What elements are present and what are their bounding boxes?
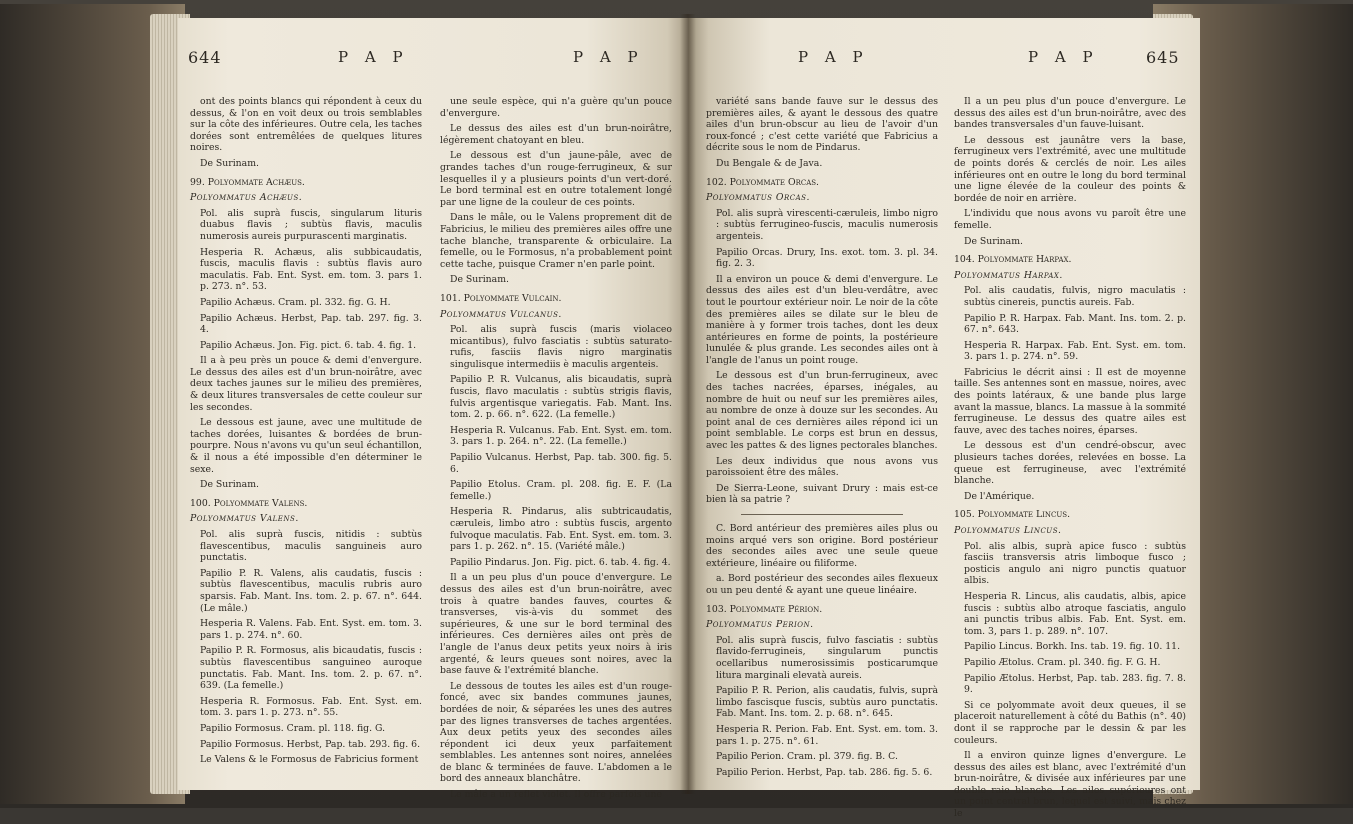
citation-line: Papilio Perion. Cram. pl. 379. fig. B. C.	[716, 751, 898, 763]
body-paragraph: Il a environ quinze lignes d'envergure. Le dessus des ailes est blanc, avec l'extrémité d'un brun-noirâtre, & divisée aux inférieures par une double raie blanche. Les ailes supérieures ont un point central brun, lequel est suivi, mais chez le	[954, 750, 1186, 820]
body-paragraph: Le dessus des ailes est d'un brun-noirâtre, légèrement chatoyant en bleu.	[440, 123, 672, 146]
citation-line: Papilio Pindarus. Jon. Fig. pict. 6. tab. 4. fig. 4.	[450, 556, 671, 568]
body-paragraph: Le dessous est d'un jaune-pâle, avec de grandes taches d'un rouge-ferrugineux, & sur lesquelles il y a plusieurs points d'un vert-doré. Le bord terminal est en outre totalement longé par une ligne de la couleur de ces points.	[440, 150, 672, 208]
body-paragraph: Si ce polyommate avoit deux queues, il se placeroit naturellement à côté du Bathis (n°. 40) dont il se rapproche par le dessin & par les couleurs.	[954, 699, 1186, 746]
citation-line: Pol. alis caudatis, fulvis, nigro maculatis : subtùs cinereis, punctis aureis. Fab.	[964, 285, 1186, 308]
right-column-b	[954, 96, 1186, 824]
citation-line: Papilio Lincus. Borkh. Ins. tab. 19. fig. 10. 11.	[964, 641, 1181, 653]
body-paragraph: De Sierra-Leone, suivant Drury : mais est-ce bien là sa patrie ?	[706, 482, 938, 506]
body-paragraph: Le dessous est d'un cendré-obscur, avec plusieurs taches dorées, relevées en bosse. La queue est ferrugineuse, avec l'extrémité blanche.	[954, 440, 1186, 487]
citation-line: Pol. alis suprà virescenti-cæruleis, limbo nigro : subtùs ferrugineo-fuscis, maculis numerosis argenteis.	[716, 207, 938, 242]
citation-line: Papilio P. R. Formosus, alis bicaudatis, fuscis : subtùs flavescentibus sanguineo auroque punctatis. Fab. Mant. Ins. tom. 2. p. 67. n°. 639. (La femelle.)	[200, 645, 422, 692]
citation-line: De Surinam.	[200, 157, 259, 169]
body-paragraph: Le dessous est jaune, avec une multitude de taches dorées, luisantes & bordées de brun-pourpre. Nous n'avons vu qu'un seul échantillon, & il nous a été impossible d'en déterminer le sexe.	[190, 417, 422, 475]
body-paragraph: Il a à peu près un pouce & demi d'envergure. Le dessus des ailes est d'un brun-noirâtre, avec deux taches jaunes sur le milieu des premières, & deux litures transversales de cette couleur sur les secondes.	[190, 355, 422, 413]
citation-line: Pol. alis suprà fuscis, nitidis : subtùs flavescentibus, maculis sanguineis auro punctatis.	[200, 529, 422, 564]
citation-line: Du Bengale & de Java.	[716, 157, 823, 169]
species-entry-heading: 103. Polyommate Périon.	[706, 603, 823, 615]
citation-line: Hesperia R. Lincus, alis caudatis, albis, apice fuscis : subtùs albo atroque fasciatis, angulo ani punctis tribus albis. Fab. Ent. Syst. em. tom. 3, pars 1. p. 289. n°. 107.	[964, 590, 1186, 637]
citation-line: Papilio Achæus. Jon. Fig. pict. 6. tab. 4. fig. 1.	[200, 339, 417, 351]
citation-line: De Surinam.	[200, 479, 259, 491]
body-paragraph: Le dessous de toutes les ailes est d'un rouge-foncé, avec six bandes communes jaunes, bordées de noir, & séparées les unes des autres par des lignes transverses de taches argentées. Aux deux petits yeux des secondes ailes répondent ici deux yeux parfaitement semblables. Les antennes sont noires, annelées de blanc & terminées de fauve. L'abdomen a le bord des anneaux blanchâtre.	[440, 680, 672, 785]
body-paragraph: Il a environ un pouce & demi d'envergure. Le dessus des ailes est d'un bleu-verdâtre, avec tout le pourtour extérieur noir. Le noir de la côte des premières ailes se dilate sur le bleu de manière à y former trois taches, dont les deux antérieures en forme de points, la postérieure lunulée & plus grande. Les secondes ailes ont à l'angle de l'anus un point rouge.	[706, 273, 938, 366]
body-paragraph: Les deux individus que nous avons vus paroissoient être des mâles.	[706, 455, 938, 479]
right-page	[688, 18, 1200, 820]
citation-line: Papilio Orcas. Drury, Ins. exot. tom. 3. pl. 34. fig. 2. 3.	[716, 246, 938, 270]
page-number-right: 645	[1146, 48, 1180, 67]
citation-line: Papilio Ætolus. Herbst, Pap. tab. 283. fig. 7. 8. 9.	[964, 672, 1186, 696]
body-paragraph: Il a un peu plus d'un pouce d'envergure. Le dessus des ailes est d'un brun-noirâtre, avec des bandes transversales d'un fauve-luisant.	[954, 96, 1186, 131]
body-paragraph: a. Bord postérieur des secondes ailes flexueux ou un peu denté & ayant une queue linéaire.	[706, 573, 938, 596]
citation-line: Papilio Achæus. Herbst, Pap. tab. 297. fig. 3. 4.	[200, 312, 422, 336]
citation-line: Hesperia R. Pindarus, alis subtricaudatis, cæruleis, limbo atro : subtùs fuscis, argento fulvoque maculatis. Fab. Ent. Syst. em. tom. 3. pars 1. p. 262. n°. 15. (Variété mâle.)	[450, 506, 672, 553]
genus-name: Polyommatus Harpax.	[954, 269, 1063, 281]
body-paragraph: Le dessous est d'un brun-ferrugineux, avec des taches nacrées, éparses, inégales, au nombre de huit ou neuf sur les premières ailes, au nombre de onze à douze sur les secondes. Au point anal de ces dernières ailes répond ici un point semblable. Le corps est brun en dessus, avec les pattes & des lignes pectorales blanches.	[706, 370, 938, 452]
body-paragraph: Dans le mâle, ou le Valens proprement dit de Fabricius, le milieu des premières ailes offre une tache blanche, transparente & orbiculaire. La femelle, ou le Formosus, n'a probablement point cette tache, puisque Cramer n'en parle point.	[440, 212, 672, 270]
left-column-a	[190, 96, 422, 770]
citation-line: Papilio Formosus. Cram. pl. 118. fig. G.	[200, 722, 386, 734]
citation-line: Pol. alis suprà fuscis, singularum lituris duabus flavis ; subtùs flavis, maculis numerosis aureis purpurascenti marginatis.	[200, 207, 422, 242]
citation-line: Pol. alis suprà fuscis (maris violaceo micantibus), fulvo fasciatis : subtùs saturato-rufis, fasciis flavis nigro marginatis singulisque intermediis è maculis argenteis.	[450, 324, 672, 370]
citation-line: Papilio Formosus. Herbst, Pap. tab. 293. fig. 6.	[200, 738, 421, 750]
citation-line: De l'Amérique.	[964, 490, 1035, 502]
citation-line: Hesperia R. Vulcanus. Fab. Ent. Syst. em. tom. 3. pars 1. p. 264. n°. 22. (La femelle.)	[450, 424, 672, 448]
species-entry-heading: 105. Polyommate Lincus.	[954, 509, 1071, 521]
citation-line: Papilio Perion. Herbst, Pap. tab. 286. fig. 5. 6.	[716, 766, 933, 778]
left-column-b	[440, 96, 672, 805]
running-head-left: P A P	[338, 48, 409, 66]
species-entry-heading: 102. Polyommate Orcas.	[706, 176, 820, 188]
species-entry-heading: 99. Polyommate Achæus.	[190, 176, 305, 188]
body-paragraph: une seule espèce, qui n'a guère qu'un pouce d'envergure.	[440, 96, 672, 119]
genus-name: Polyommatus Lincus.	[954, 525, 1062, 536]
book-gutter	[680, 14, 696, 794]
citation-line: Pol. alis albis, suprà apice fusco : subtùs fasciis transversis atris limboque fusco ; posticis angulo ani nigro punctis quatuor albis.	[964, 540, 1186, 587]
citation-line: Papilio Achæus. Cram. pl. 332. fig. G. H.	[200, 296, 391, 308]
genus-name: Polyommatus Orcas.	[706, 192, 810, 204]
citation-line: Papilio Etolus. Cram. pl. 208. fig. E. F. (La femelle.)	[450, 479, 672, 502]
species-entry-heading: 100. Polyommate Valens.	[190, 497, 308, 509]
species-entry-heading: 101. Polyommate Vulcain.	[440, 292, 562, 304]
citation-line: Hesperia R. Valens. Fab. Ent. Syst. em. tom. 3. pars 1. p. 274. n°. 60.	[200, 618, 422, 641]
citation-line: Papilio Vulcanus. Herbst, Pap. tab. 300. fig. 5. 6.	[450, 452, 672, 475]
running-head-right-b: P A P	[1028, 48, 1099, 66]
body-paragraph: Le Valens & le Formosus de Fabricius forment	[200, 754, 419, 766]
citation-line: Papilio P. R. Vulcanus, alis bicaudatis, suprà fuscis, flavo maculatis : subtùs strigis flavis, fulvis argentisque variegatis. Fab. Mant. Ins. tom. 2. p. 66. n°. 622. (La femelle.)	[450, 374, 672, 421]
species-entry-heading: 104. Polyommate Harpax.	[954, 254, 1072, 266]
genus-name: Polyommatus Perion.	[706, 619, 814, 631]
citation-line: Hesperia R. Achæus, alis subbicaudatis, fuscis, maculis flavis : subtùs flavis auro maculatis. Fab. Ent. Syst. em. tom. 3. pars 1. p. 273. n°. 53.	[200, 246, 422, 293]
citation-line: Papilio P. R. Harpax. Fab. Mant. Ins. tom. 2. p. 67. n°. 643.	[964, 312, 1186, 336]
body-paragraph: L'individu que nous avons vu paroît être une femelle.	[954, 208, 1186, 231]
body-paragraph: Le dessous est jaunâtre vers la base, ferrugineux vers l'extrémité, avec une multitude de points dorés & cerclés de noir. Les ailes inférieures ont en outre le long du bord terminal une ligne élevée de la couleur des points & bordée de noir en arrière.	[954, 134, 1186, 204]
running-head-right-a: P A P	[798, 48, 869, 66]
genus-name: Polyommatus Vulcanus.	[440, 308, 562, 320]
citation-line: De Surinam.	[450, 274, 509, 286]
right-column-a	[706, 96, 938, 782]
body-paragraph: variété sans bande fauve sur le dessus des premières ailes, & ayant le dessous des quatre ailes d'un brun-obscur au lieu de l'avoir d'un roux-foncé ; c'est cette variété que Fabricius a décrite sous le nom de Pindarus.	[706, 96, 938, 154]
citation-line: Papilio Ætolus. Cram. pl. 340. fig. F. G. H.	[964, 656, 1161, 668]
citation-line: De Surinam.	[964, 235, 1023, 247]
left-page	[178, 18, 688, 801]
citation-line: Hesperia R. Formosus. Fab. Ent. Syst. em. tom. 3. pars 1. p. 273. n°. 55.	[200, 695, 422, 719]
body-paragraph: C. Bord antérieur des premières ailes plus ou moins arqué vers son origine. Bord postérieur des secondes ailes avec une seule queue extérieure, linéaire ou filiforme.	[706, 523, 938, 569]
genus-name: Polyommatus Achæus.	[190, 192, 303, 204]
section-divider	[741, 514, 903, 515]
citation-line: Papilio P. R. Valens, alis caudatis, fuscis : subtùs flavescentibus, maculis rubris auro sparsis. Fab. Mant. Ins. tom. 2. p. 67. n°. 644. (Le mâle.)	[200, 567, 422, 614]
genus-name: Polyommatus Valens.	[190, 513, 299, 525]
page-number-left: 644	[188, 48, 222, 67]
body-paragraph: Le mâle a un reflet violet. Il offre parfois une	[450, 789, 662, 801]
body-paragraph: Fabricius le décrit ainsi : Il est de moyenne taille. Ses antennes sont en massue, noires, avec des points latéraux, & une bande plus large avant la massue, blancs. La massue à la sommité ferrugineuse. Le dessus des quatre ailes est fauve, avec des taches noires, éparses.	[954, 366, 1186, 436]
citation-line: Hesperia R. Harpax. Fab. Ent. Syst. em. tom. 3. pars 1. p. 274. n°. 59.	[964, 339, 1186, 363]
body-paragraph: ont des points blancs qui répondent à ceux du dessus, & l'on en voit deux ou trois semblables sur la côte des inférieures. Outre cela, les taches dorées sont entremêlées de quelques litures noires.	[190, 96, 422, 154]
running-head-left-b: P A P	[573, 48, 644, 66]
citation-line: Papilio P. R. Perion, alis caudatis, fulvis, suprà limbo fascisque fuscis, subtùs auro punctatis. Fab. Mant. Ins. tom. 2. p. 68. n°. 645.	[716, 685, 938, 720]
citation-line: Hesperia R. Perion. Fab. Ent. Syst. em. tom. 3. pars 1. p. 275. n°. 61.	[716, 723, 938, 747]
citation-line: Pol. alis suprà fuscis, fulvo fasciatis : subtùs flavido-ferrugineis, singularum punctis ocellaribus numerosissimis posticarumque litura marginali elevatà aureis.	[716, 634, 938, 681]
body-paragraph: Il a un peu plus d'un pouce d'envergure. Le dessus des ailes est d'un brun-noirâtre, avec trois à quatre bandes fauves, courtes & transverses, vis-à-vis du sommet des supérieures, & une sur le bord terminal des inférieures. Ces dernières ailes ont près de l'angle de l'anus deux petits yeux noirs à iris argenté, & leurs queues sont noires, avec la base fauve & l'extrémité blanche.	[440, 572, 672, 677]
